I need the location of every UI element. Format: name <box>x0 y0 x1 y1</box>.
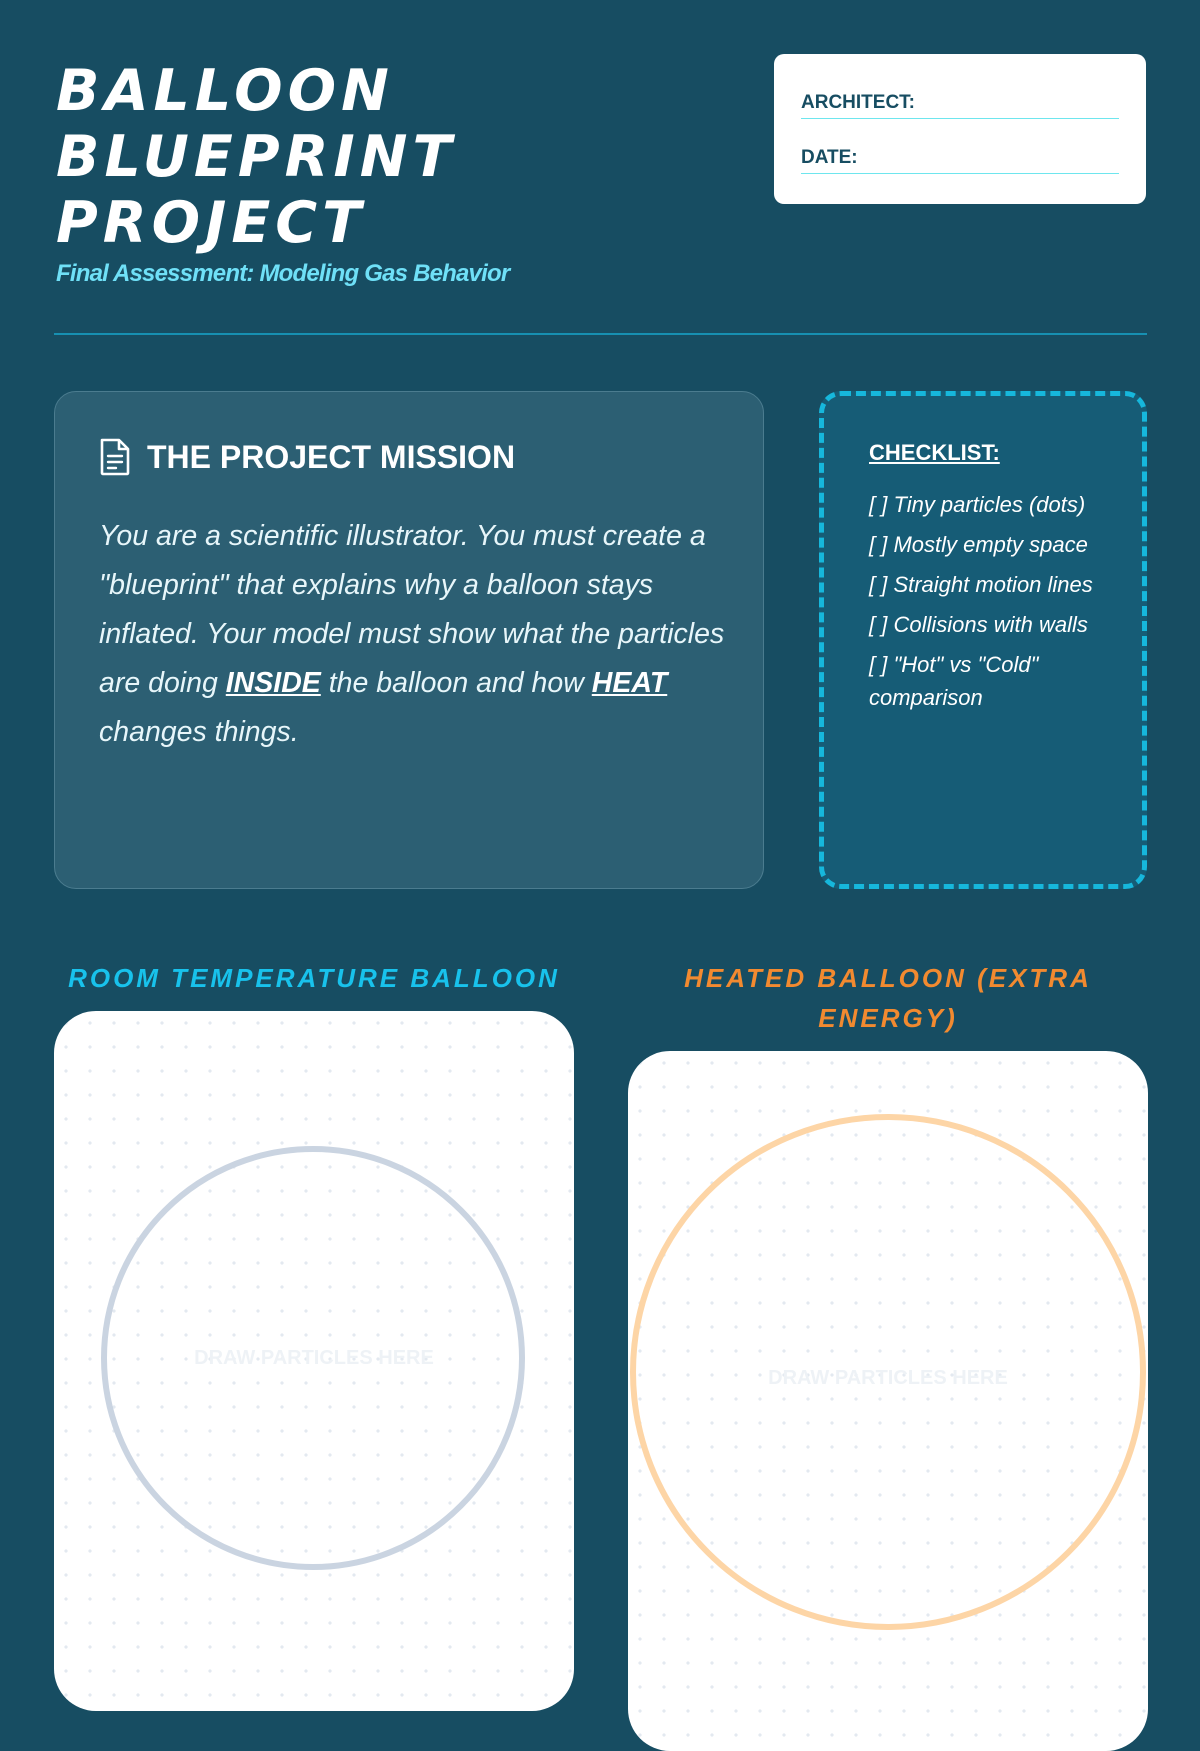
mission-text-part: the balloon and how <box>320 667 592 699</box>
page-title <box>56 58 456 256</box>
checklist-item[interactable]: [ ] "Hot" vs "Cold" comparison <box>869 652 1039 710</box>
page-subtitle: Final Assessment: Modeling Gas Behavior <box>56 260 510 287</box>
checklist-item[interactable]: [ ] Collisions with walls <box>869 612 1088 637</box>
architect-field[interactable] <box>801 88 1119 119</box>
room-draw-placeholder: DRAW PARTICLES HERE <box>194 1347 434 1369</box>
room-balloon-heading: ROOM TEMPERATURE BALLOON <box>68 963 560 993</box>
header-divider <box>54 333 1147 335</box>
mission-text-part: changes things. <box>99 716 299 748</box>
emphasis-inside: INSIDE <box>225 667 321 699</box>
room-drawing-area[interactable] <box>54 1011 574 1711</box>
heated-draw-placeholder: DRAW PARTICLES HERE <box>768 1367 1008 1389</box>
checklist-item[interactable]: [ ] Tiny particles (dots) <box>869 492 1086 517</box>
document-icon <box>99 438 131 476</box>
title-line: BALLOON <box>56 58 394 124</box>
date-field[interactable] <box>801 143 1119 174</box>
checklist-items <box>869 488 1094 721</box>
info-card <box>774 54 1146 204</box>
heated-balloon-heading: HEATED BALLOON (EXTRA ENERGY) <box>684 963 1092 1033</box>
date-label: DATE: <box>801 147 858 168</box>
title-line: PROJECT <box>56 190 366 256</box>
checklist-card <box>819 391 1147 889</box>
heated-drawing-area[interactable] <box>628 1051 1148 1751</box>
mission-card <box>54 391 764 889</box>
checklist-item[interactable]: [ ] Straight motion lines <box>869 572 1093 597</box>
mission-text <box>99 512 729 757</box>
architect-label: ARCHITECT: <box>801 92 915 113</box>
checklist-title: CHECKLIST: <box>869 440 1000 465</box>
mission-text-part: You are a scientific illustrator. You must create a "blueprint" that explains why a balloon stays inflated. Your model must show what the particles are doing <box>99 520 725 699</box>
mission-header <box>99 438 515 476</box>
emphasis-heat: HEAT <box>591 667 668 699</box>
checklist-item[interactable]: [ ] Mostly empty space <box>869 532 1088 557</box>
mission-title: THE PROJECT MISSION <box>147 438 516 475</box>
title-line: BLUEPRINT <box>56 124 457 190</box>
